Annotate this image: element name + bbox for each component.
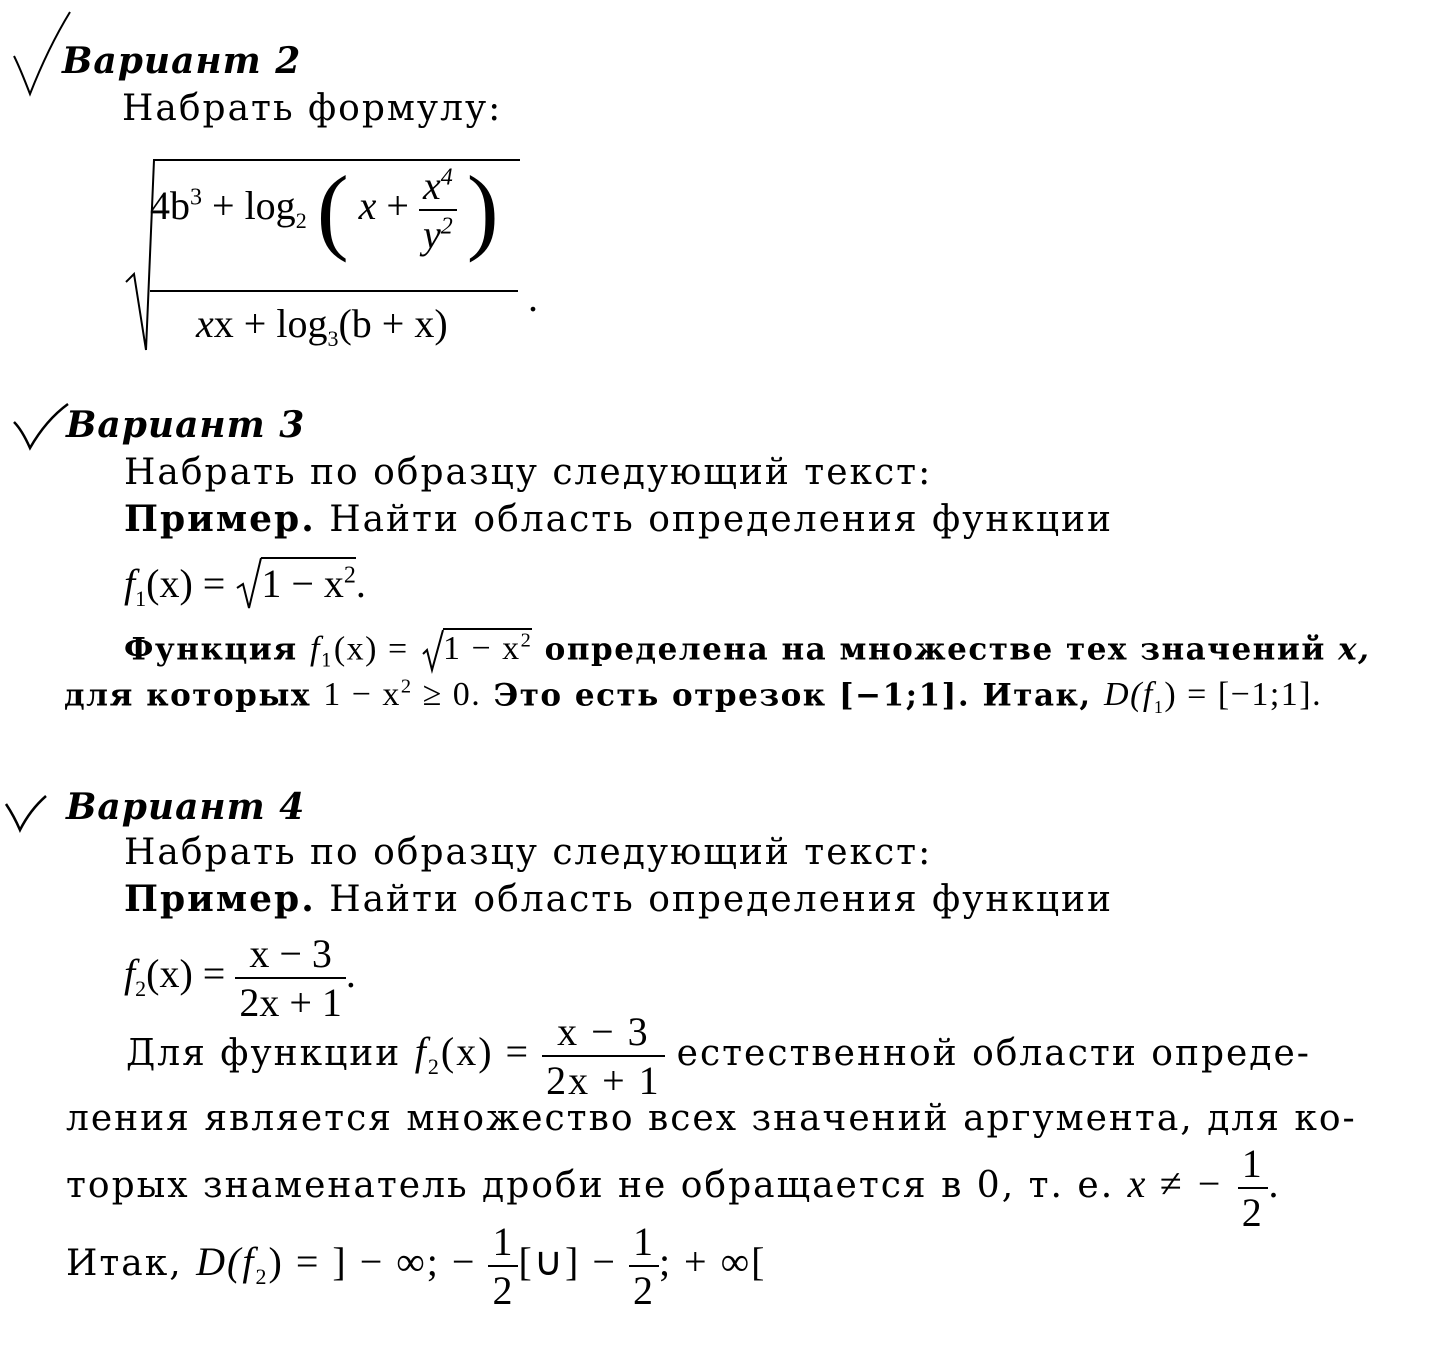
inner-fraction: $\frac{x^4}{y^2}$ xyxy=(419,162,457,258)
plus: + xyxy=(386,183,409,229)
formula-numerator xyxy=(150,156,499,263)
sqrt-expression: $1 - x^2$ xyxy=(421,630,532,668)
paren-close: ) xyxy=(466,156,499,263)
log-fn: log xyxy=(244,183,296,229)
formula-dot: . xyxy=(528,275,538,320)
variant-4-line-2: ления является множество всех значений аргумента, для ко- xyxy=(66,1098,1357,1139)
plus: + xyxy=(212,183,235,229)
function-fraction: $\frac{x - 3}{2x + 1}$ xyxy=(542,1008,665,1104)
sqrt-expression: $1 - x^2$ xyxy=(235,560,356,607)
variant-4-line-3: торых знаменатель дроби не обращается в 0, т. е. x ≠ − $\frac{1}{2}$ . xyxy=(66,1141,1282,1235)
variant-4-line-4: Итак, $D(f_2)$ = ] − ∞; − $\frac{1}{2}$ [∪] − $\frac{1}{2}$ ; + ∞[ xyxy=(66,1219,767,1313)
paren-open: ( xyxy=(316,156,349,263)
half-fraction: $\frac{1}{2}$ xyxy=(488,1218,518,1314)
variant-3-heading: Вариант 3 xyxy=(66,404,306,446)
check-mark-icon xyxy=(4,790,54,840)
variant-4-heading: Вариант 4 xyxy=(66,786,306,828)
variant-2-heading: Вариант 2 xyxy=(62,40,302,82)
main-fraction-bar xyxy=(150,290,518,292)
variant-2-task: Набрать формулу: xyxy=(122,88,503,129)
variant-3-task: Набрать по образцу следующий текст: xyxy=(124,452,933,493)
half-fraction: $\frac{1}{2}$ xyxy=(629,1218,659,1314)
variant-4-line-1: Для функции $f_2(x)$ = $\frac{x - 3}{2x + 1}$ естественной области опреде- xyxy=(126,1009,1311,1103)
variant-4-example: Пример. Найти область определения функции xyxy=(124,878,1114,920)
var-x: x xyxy=(358,183,377,229)
variant-4-function: $f_2(x)$ = $\frac{x - 3}{2x + 1}$ . xyxy=(124,931,356,1025)
variant-3-line-2: для которых $1 - x^2 \ge 0$. Это есть отрезок [−1;1]. Итак, $D(f_1)$ = [−1;1]. xyxy=(64,676,1323,718)
function-fraction: $\frac{x - 3}{2x + 1}$ xyxy=(235,930,346,1026)
coef: $4b^3$ xyxy=(150,183,202,229)
variant-2-formula xyxy=(124,154,554,354)
formula-denominator: xx + $\log_3(b + x)$ xyxy=(196,301,448,351)
log-base: 2 xyxy=(295,208,307,234)
half-fraction: $\frac{1}{2}$ xyxy=(1238,1140,1268,1236)
variant-3-function: $f_1(x)$ = $1 - x^2$. xyxy=(124,560,366,612)
variant-4-task: Набрать по образцу следующий текст: xyxy=(124,832,933,873)
variant-3-line-1: Функция $f_1(x)$ = $1 - x^2$ определена на множестве тех значений x, xyxy=(124,630,1371,672)
variant-3-example: Пример. Найти область определения функции xyxy=(124,498,1114,540)
